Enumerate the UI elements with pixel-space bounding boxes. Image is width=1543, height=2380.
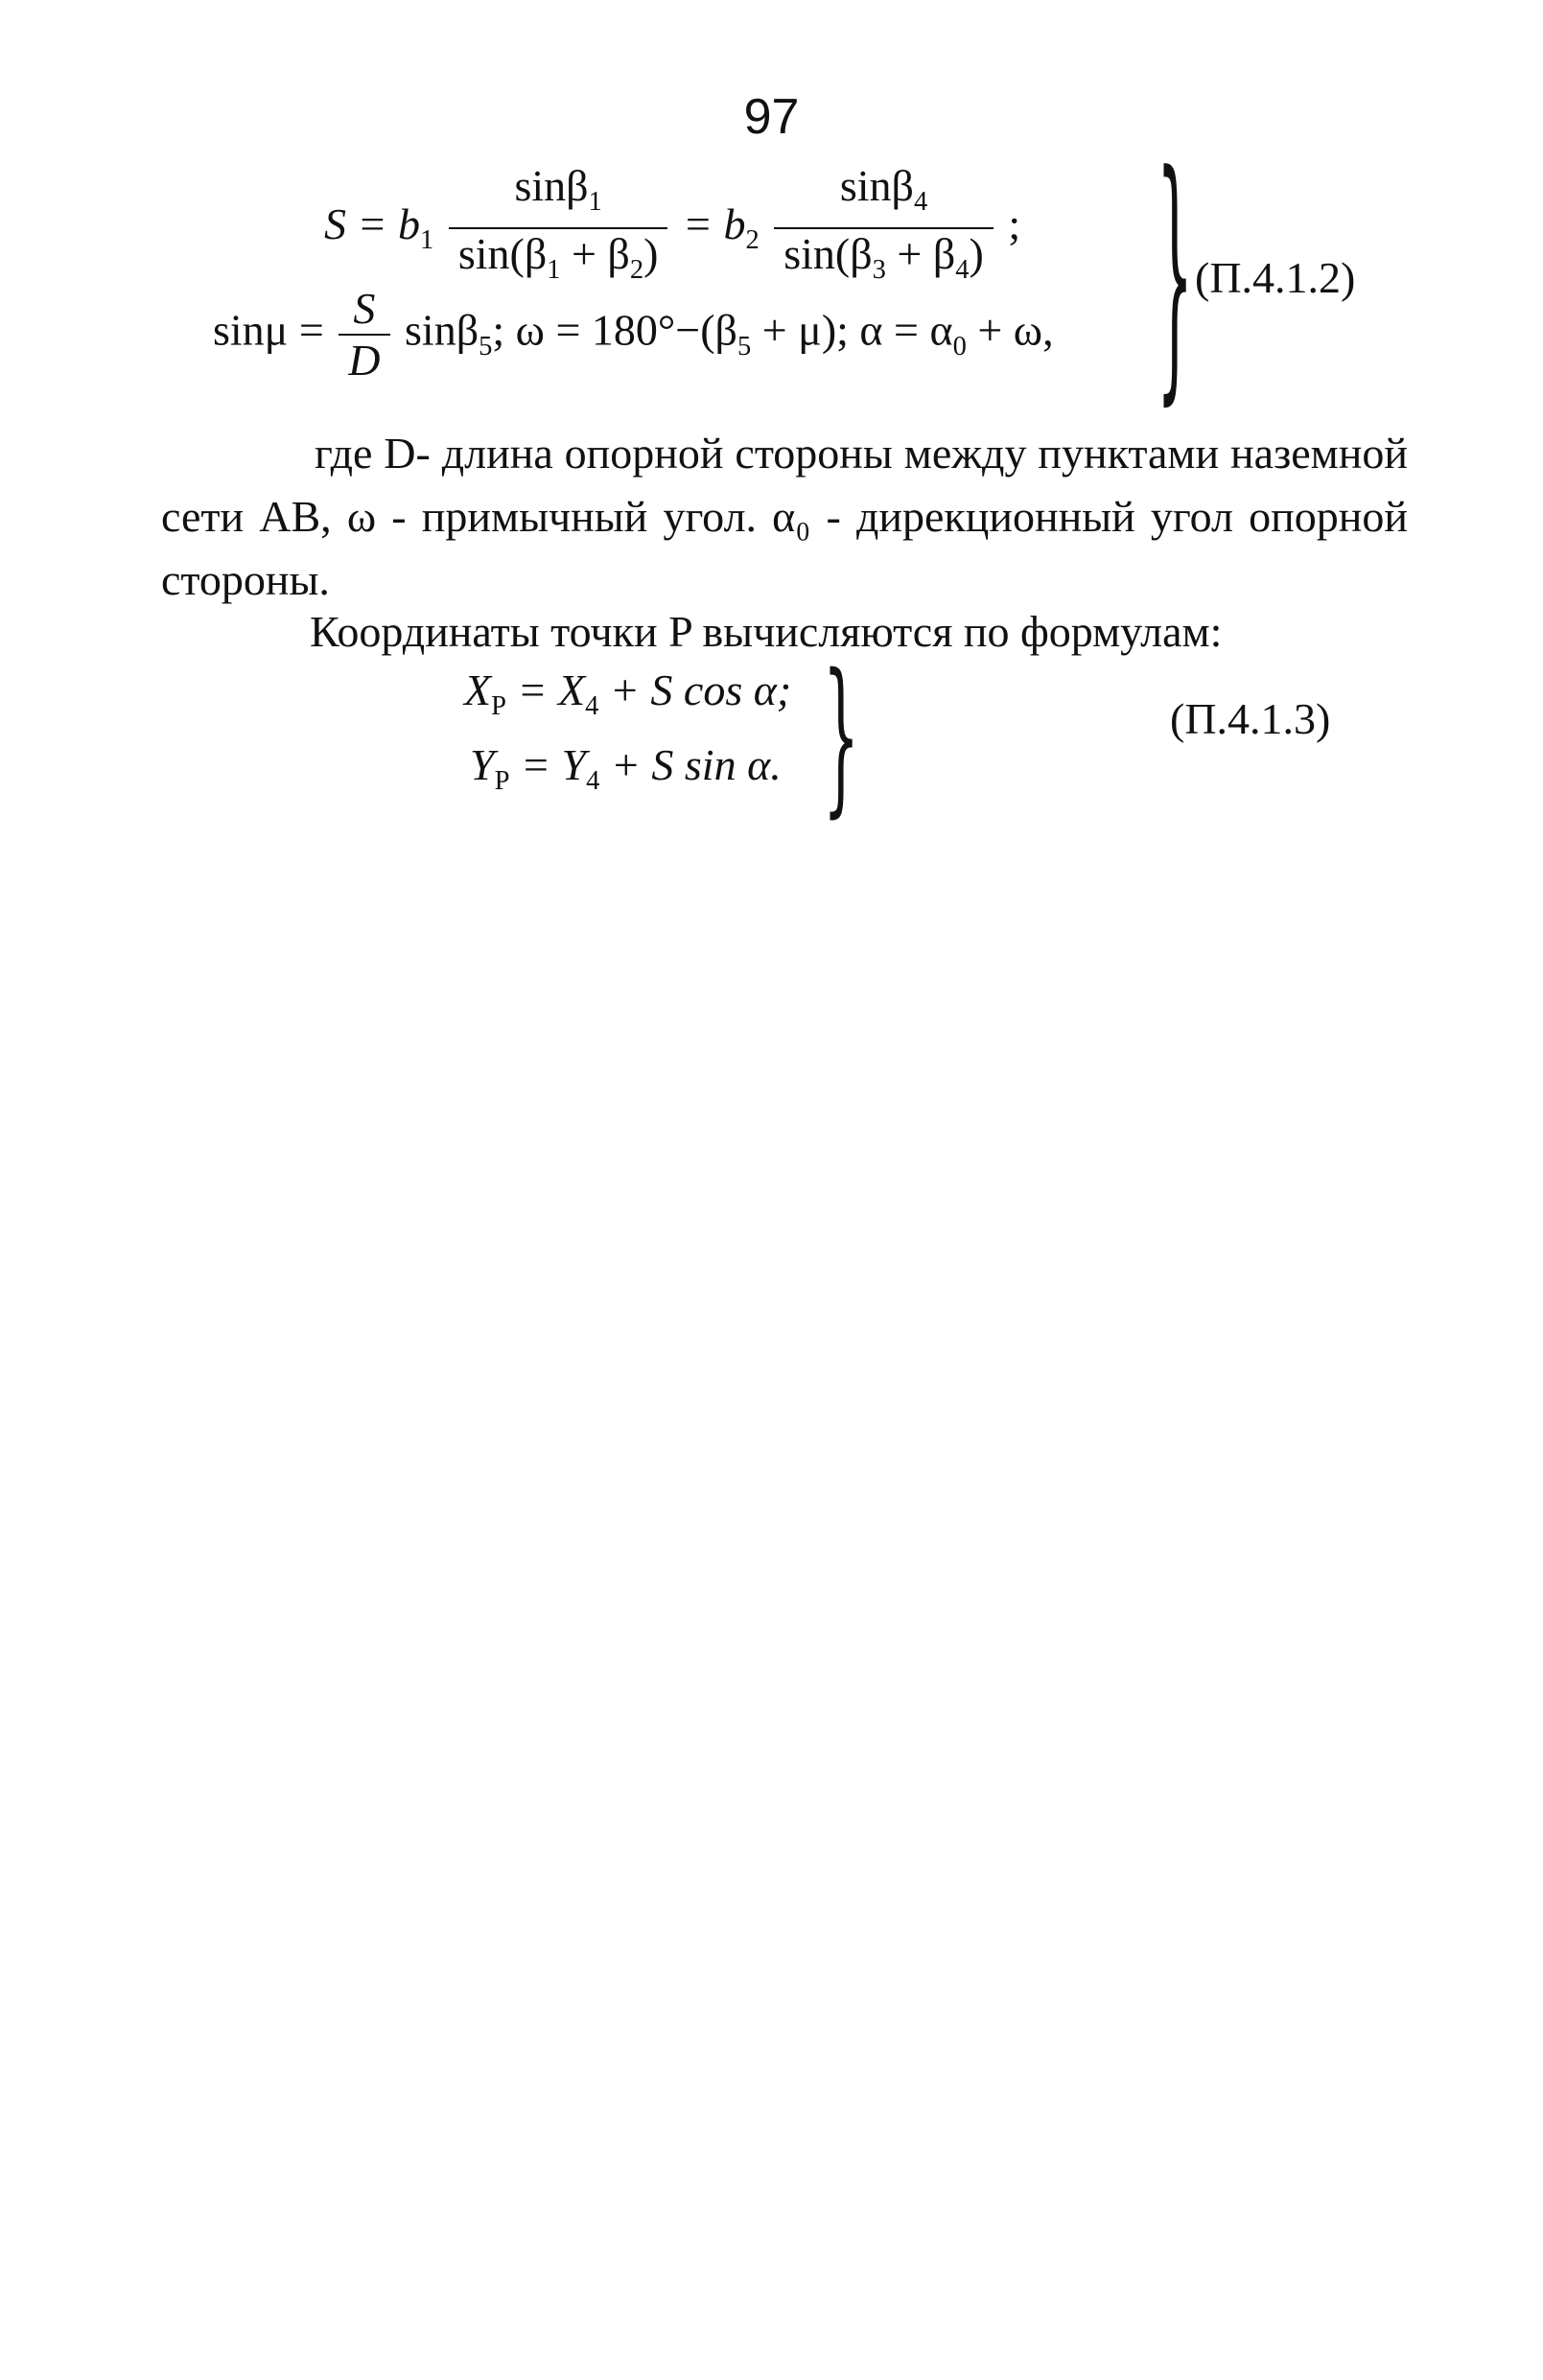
eq1-fraction-2 [774, 161, 994, 295]
eq2-line1-rhs: = X [505, 665, 586, 714]
eq1-fraction-1 [449, 161, 668, 295]
eq1-line2-part3-end: + ω, [966, 305, 1054, 355]
eq1-frac1-den-rest: + β [560, 229, 630, 279]
eq1-frac2-den-text: sin(β [783, 229, 873, 279]
page-number: 97 [743, 89, 800, 145]
eq1-line2-part1: sinβ [405, 305, 479, 355]
eq2-line1-rhs-sub: 4 [585, 691, 599, 722]
eq1-line2-frac-denominator: D [348, 336, 381, 385]
paragraph-definitions: где D- длина опорной стороны между пунктами наземной сети АВ, ω - примычный угол. α₀ - дирекционный угол опорной стороны. [161, 429, 1408, 604]
eq2-line1-lhs-sub: P [491, 691, 506, 722]
eq2-line1-lhs: X [464, 665, 492, 714]
eq1-line1-end: ; [1008, 198, 1021, 248]
eq1-lhs: S = b [324, 198, 421, 248]
eq1-lhs-sub: 1 [420, 224, 434, 255]
equation-2-line-1 [464, 664, 791, 734]
eq1-frac2-numerator [774, 161, 994, 229]
eq1-frac1-num-text: sinβ [514, 161, 589, 210]
eq1-line2-part1-sub: 5 [479, 331, 493, 362]
eq1-frac1-num-sub: 1 [588, 187, 602, 218]
eq1-line2-lhs: sinμ = [213, 305, 324, 355]
eq2-line2-rest: + S sin α. [599, 740, 782, 789]
eq1-mid: = b [682, 198, 746, 248]
eq1-line2-part1-end: ; ω = 180°−(β [492, 305, 737, 355]
eq2-line1-rest: + S cos α; [598, 665, 792, 714]
equation-1-line-1 [324, 161, 1020, 295]
eq1-line2-fraction [339, 284, 389, 385]
equation-1-label: (П.4.1.2) [1195, 253, 1356, 302]
equation-2-right-brace: } [823, 640, 860, 835]
equation-1-line-2 [213, 284, 1054, 385]
equation-1-right-brace: } [1157, 122, 1194, 431]
eq1-line2-part2-sub: 5 [736, 331, 752, 362]
eq2-line2-lhs: Y [470, 740, 495, 789]
eq1-frac2-den-close: ) [969, 229, 984, 279]
eq1-line2-frac-numerator: S [339, 284, 389, 336]
eq2-line2-rhs: = Y [509, 740, 587, 789]
eq1-frac1-numerator [449, 161, 668, 229]
eq1-frac1-den-text: sin(β [457, 229, 548, 279]
eq1-frac1-den-sub1: 1 [547, 255, 561, 286]
eq1-line2-part2-end: + μ); α = α [751, 305, 953, 355]
eq1-frac2-den-sub2: 4 [955, 255, 970, 286]
equation-2-label: (П.4.1.3) [1170, 694, 1331, 743]
eq1-frac1-den-close: ) [643, 229, 659, 279]
eq1-frac1-den-sub2: 2 [629, 255, 644, 286]
eq1-mid-sub: 2 [745, 224, 760, 255]
paragraph-coordinates-intro: Координаты точки P вычисляются по формулам: [310, 607, 1223, 656]
eq2-line2-lhs-sub: P [494, 766, 510, 797]
eq1-frac2-den-sub1: 3 [872, 255, 886, 286]
eq1-frac2-den-rest: + β [885, 229, 956, 279]
eq2-line2-rhs-sub: 4 [586, 766, 600, 797]
eq1-line2-part3-sub: 0 [952, 331, 967, 362]
equation-2-line-2 [470, 738, 782, 808]
eq1-frac2-num-text: sinβ [839, 161, 914, 210]
eq1-frac2-num-sub: 4 [913, 187, 928, 218]
